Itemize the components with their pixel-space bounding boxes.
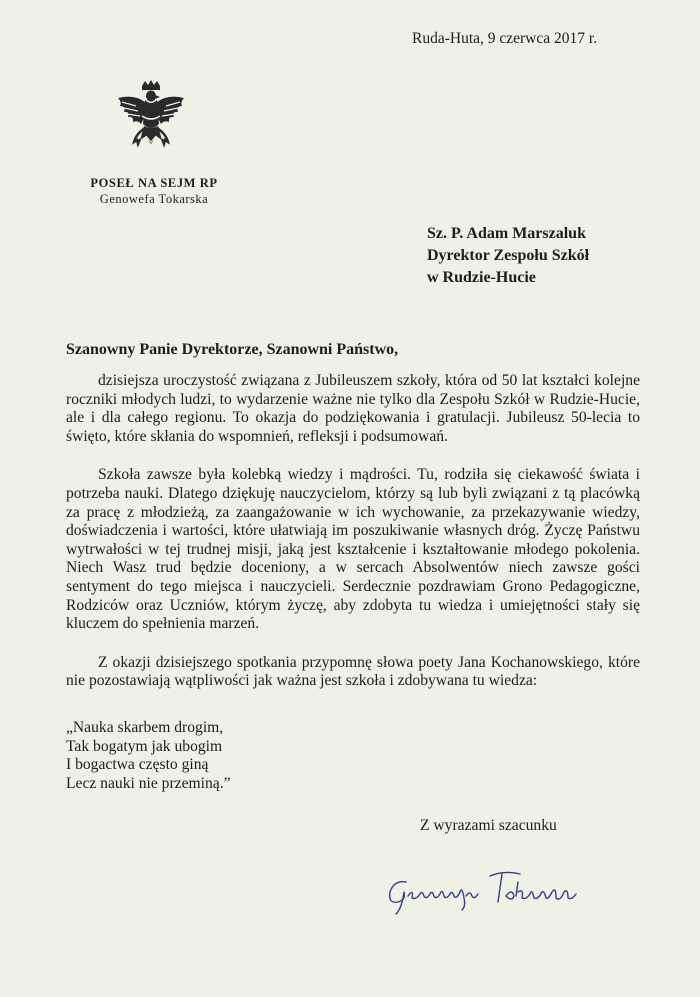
salutation: Szanowny Panie Dyrektorze, Szanowni Państwo, [66,341,399,358]
recipient-line-2: Dyrektor Zespołu Szkół [427,247,590,264]
handwritten-signature [380,852,620,922]
sender-block [44,176,264,207]
quote-line-4: Lecz nauki nie przeminą.” [66,774,231,792]
recipient-line-3: w Rudzie-Hucie [427,269,536,286]
letter-body [66,372,640,691]
sender-name: Genowefa Tokarska [99,192,209,206]
quote-line-1: „Nauka skarbem drogim, [66,719,224,736]
polish-eagle-emblem-icon [106,80,196,164]
quote-line-3: I bogactwa często giną [66,756,209,774]
paragraph-2: Szkoła zawsze była kolebką wiedzy i mądrości. Tu, rodziła się ciekawość świata i potrzeba nauki. Dlatego dziękuję nauczycielom, którzy są lub byli związani z tą placówką za pracę z młodzieżą, za zaangażowanie w ich wychowanie, za przekazywanie wiedzy, doświadczenia i wartości, które ułatwiają im poszukiwanie własnych dróg. Życzę Państwu wytrwałości w tej trudnej misji, jaką jest kształcenie i kształtowanie młodego pokolenia. Niech Wasz trud będzie doceniony, a w sercach Absolwentów niech zawsze gości sentyment do tego miejsca i nauczycieli. Serdecznie pozdrawiam Grono Pedagogiczne, Rodziców oraz Uczniów, którym życzę, aby zdobyta tu wiedza i umiejętności stały się kluczem do spełnienia marzeń. [66,466,640,633]
poem-quote [66,719,231,793]
paragraph-3: Z okazji dzisiejszego spotkania przypomnę słowa poety Jana Kochanowskiego, które nie pozostawiają wątpliwości jak ważna jest szkoła i zdobywana tu wiedza: [66,653,640,690]
place-date: Ruda-Huta, 9 czerwca 2017 r. [412,30,598,47]
closing-phrase: Z wyrazami szacunku [420,817,557,834]
sender-office: POSEŁ NA SEJM RP [90,176,218,190]
recipient-block [427,223,589,289]
recipient-line-1: Sz. P. Adam Marszaluk [427,225,586,242]
paragraph-1: dzisiejsza uroczystość związana z Jubileuszem szkoły, która od 50 lat kształci kolejne roczniki młodych ludzi, to wydarzenie ważne nie tylko dla Zespołu Szkół w Rudzie-Hucie, ale i dla całego regionu. To okazja do podziękowania i gratulacji. Jubileusz 50-lecia to święto, które skłania do wspomnień, refleksji i podsumowań. [66,372,640,445]
quote-line-2: Tak bogatym jak ubogim [66,737,223,755]
